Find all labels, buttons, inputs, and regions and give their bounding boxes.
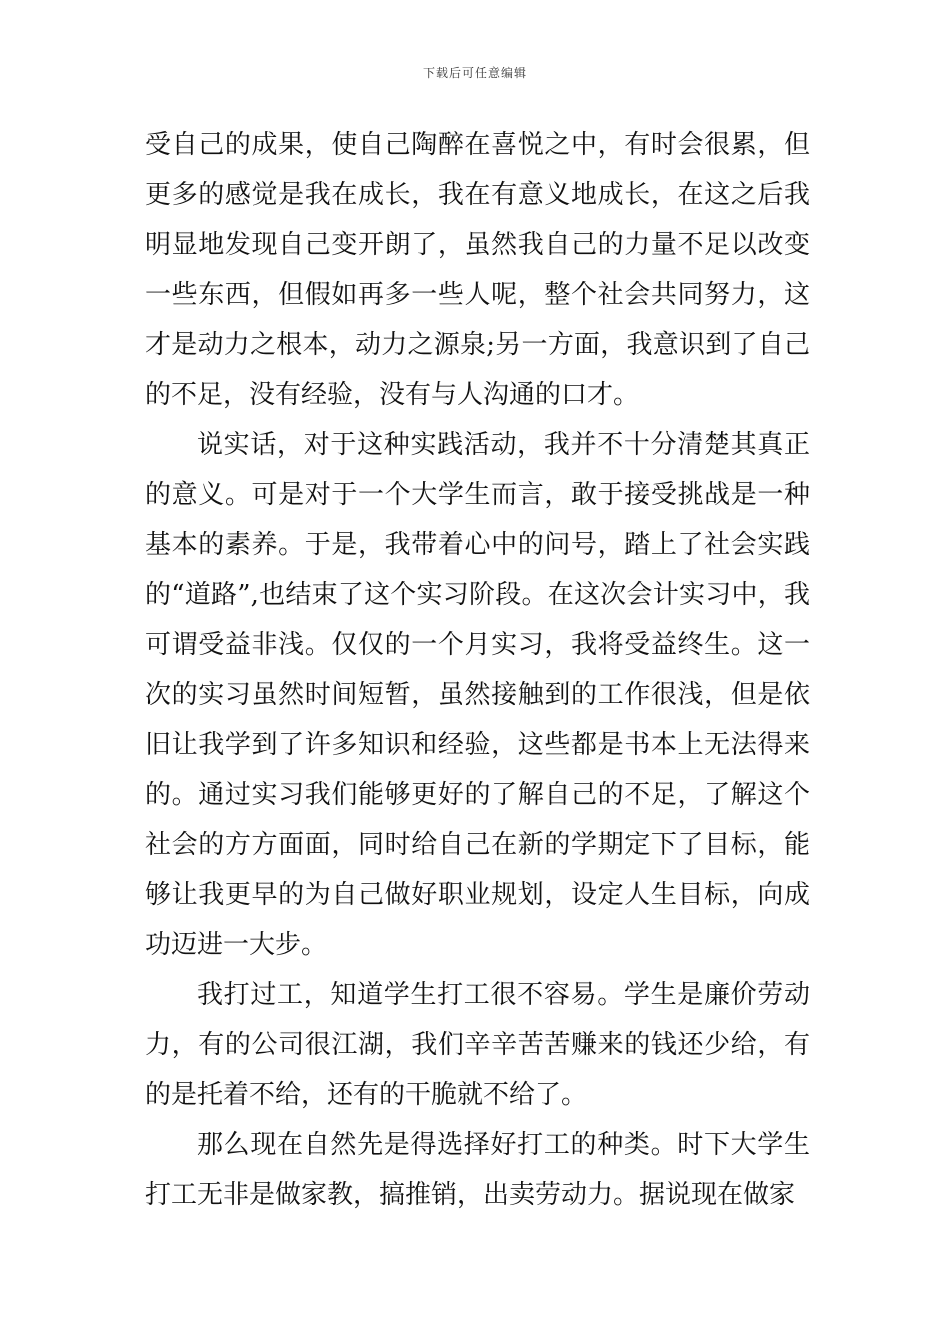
- paragraph-1: 受自己的成果，使自己陶醉在喜悦之中，有时会很累，但更多的感觉是我在成长，我在有意义地成长，在这之后我明显地发现自己变开朗了，虽然我自己的力量不足以改变一些东西，但假如再多一些人呢，整个社会共同努力，这才是动力之根本，动力之源泉;另一方面，我意识到了自己的不足，没有经验，没有与人沟通的口才。: [145, 130, 810, 410]
- paragraph-4: 那么现在自然先是得选择好打工的种类。时下大学生打工无非是做家教，搞推销，出卖劳动力。据说现在做家: [145, 1130, 810, 1210]
- paragraph-2: 说实话，对于这种实践活动，我并不十分清楚其真正的意义。可是对于一个大学生而言，敢于接受挑战是一种基本的素养。于是，我带着心中的问号，踏上了社会实践的“道路”,也结束了这个实习阶段。在这次会计实习中，我可谓受益非浅。仅仅的一个月实习，我将受益终生。这一次的实习虽然时间短暂，虽然接触到的工作很浅，但是依旧让我学到了许多知识和经验，这些都是书本上无法得来的。通过实习我们能够更好的了解自己的不足，了解这个社会的方方面面，同时给自己在新的学期定下了目标，能够让我更早的为自己做好职业规划，设定人生目标，向成功迈进一大步。: [145, 430, 810, 960]
- paragraph-3: 我打过工，知道学生打工很不容易。学生是廉价劳动力，有的公司很江湖，我们辛辛苦苦赚来的钱还少给，有的是托着不给，还有的干脆就不给了。: [145, 980, 810, 1110]
- page-header: 下载后可任意编辑: [422, 66, 527, 80]
- document-body: [145, 120, 810, 1220]
